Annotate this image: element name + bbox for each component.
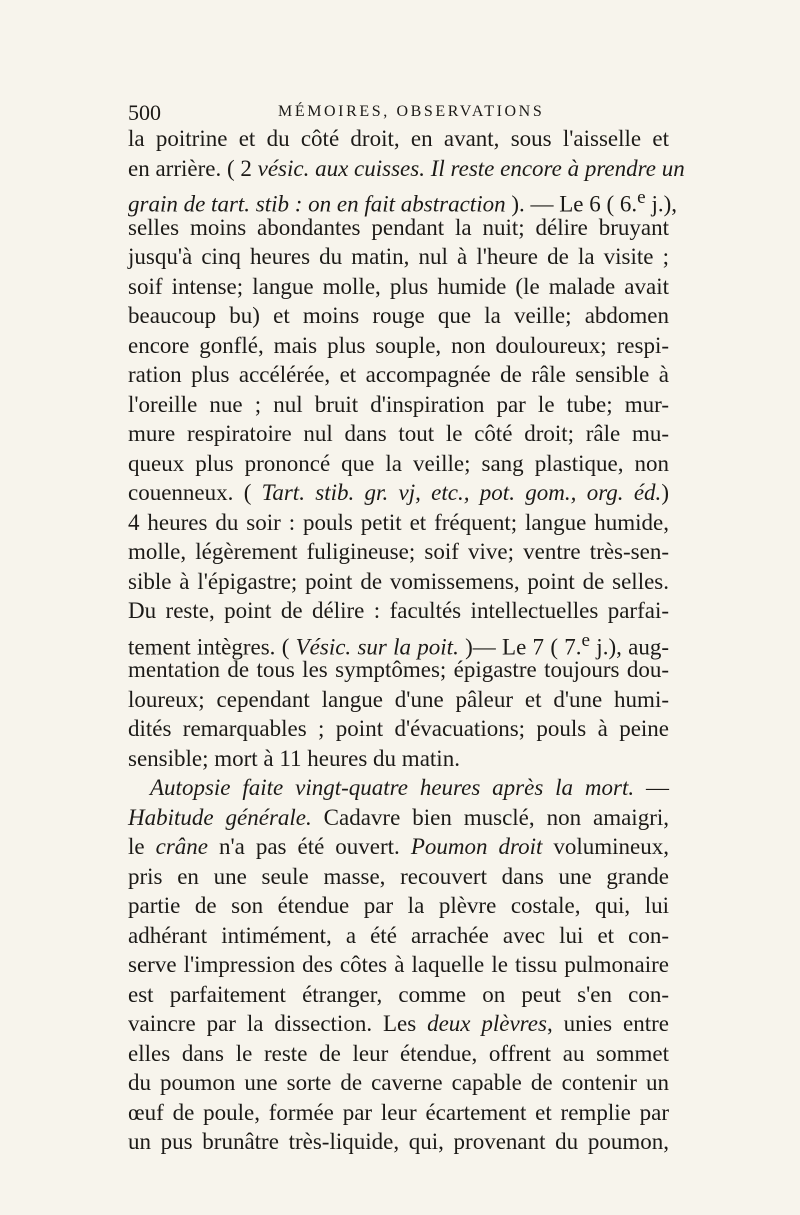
body-text <box>128 124 685 1157</box>
text-line: en arrière. ( 2 vésic. aux cuisses. Il reste encore à prendre un <box>128 155 685 181</box>
text-line: encore gonflé, mais plus souple, non douloureux; respi- <box>128 332 669 358</box>
text-line: ration plus accélérée, et accompagnée de râle sensible à <box>128 362 669 387</box>
text-line: mentation de tous les symptômes; épigastre toujours dou- <box>128 657 669 682</box>
text-line: œuf de poule, formée par leur écartement et remplie par <box>128 1099 669 1125</box>
text-line: adhérant intimément, a été arrachée avec lui et con- <box>128 922 669 948</box>
text-line: queux plus prononcé que la veille; sang plastique, non <box>128 450 669 476</box>
text-line: pris en une seule masse, recouvert dans une grande <box>128 863 669 889</box>
text-line: jusqu'à cinq heures du matin, nul à l'heure de la visite ; <box>128 244 669 269</box>
text-line: selles moins abondantes pendant la nuit; délire bruyant <box>128 214 669 240</box>
text-line: le crâne n'a pas été ouvert. Poumon droit volumineux, <box>128 834 669 859</box>
text-line: soif intense; langue molle, plus humide (le malade avait <box>128 273 669 299</box>
text-line: l'oreille nue ; nul bruit d'inspiration par le tube; mur- <box>128 391 669 417</box>
text-line: sensible; mort à 11 heures du matin. <box>128 745 460 771</box>
running-title: MÉMOIRES, OBSERVATIONS <box>278 103 545 120</box>
text-line: du poumon une sorte de caverne capable de contenir un <box>128 1070 669 1095</box>
text-line: dités remarquables ; point d'évacuations; pouls à peine <box>128 716 669 741</box>
text-line: la poitrine et du côté droit, en avant, sous l'aisselle et <box>128 126 669 151</box>
text-line: molle, légèrement fuligineuse; soif vive; ventre très-sen- <box>128 539 669 564</box>
text-line: serve l'impression des côtes à laquelle le tissu pulmonaire <box>128 952 669 977</box>
text-line: couenneux. ( Tart. stib. gr. vj, etc., pot. gom., org. éd.) <box>128 480 669 505</box>
text-line: loureux; cependant langue d'une pâleur et d'une humi- <box>128 686 669 712</box>
text-line: Habitude générale. Cadavre bien musclé, non amaigri, <box>128 804 669 830</box>
page-header <box>128 100 668 126</box>
text-line: partie de son étendue par la plèvre costale, qui, lui <box>128 893 669 918</box>
text-line: vaincre par la dissection. Les deux plèvres, unies entre <box>128 1011 669 1036</box>
text-line: elles dans le reste de leur étendue, offrent au sommet <box>128 1040 669 1066</box>
text-line: est parfaitement étranger, comme on peut s'en con- <box>128 981 669 1007</box>
text-line: un pus brunâtre très-liquide, qui, provenant du poumon, <box>128 1129 669 1154</box>
text-line: mure respiratoire nul dans tout le côté droit; râle mu- <box>128 421 669 446</box>
text-line: tement intègres. ( Vésic. sur la poit. )— Le 7 ( 7.$^e$ j.), aug- <box>128 629 669 660</box>
text-line: Autopsie faite vingt-quatre heures après la mort. — <box>150 775 669 800</box>
text-line: grain de tart. stib : on en fait abstraction ). — Le 6 ( 6.$^e$ j.), <box>128 187 677 217</box>
text-line: beaucoup bu) et moins rouge que la veille; abdomen <box>128 303 669 328</box>
text-line: 4 heures du soir : pouls petit et fréquent; langue humide, <box>128 509 669 535</box>
text-line: sible à l'épigastre; point de vomissemens, point de selles. <box>128 568 669 594</box>
text-line: Du reste, point de délire : facultés intellectuelles parfai- <box>128 598 669 623</box>
page-number: 500 <box>128 100 161 125</box>
